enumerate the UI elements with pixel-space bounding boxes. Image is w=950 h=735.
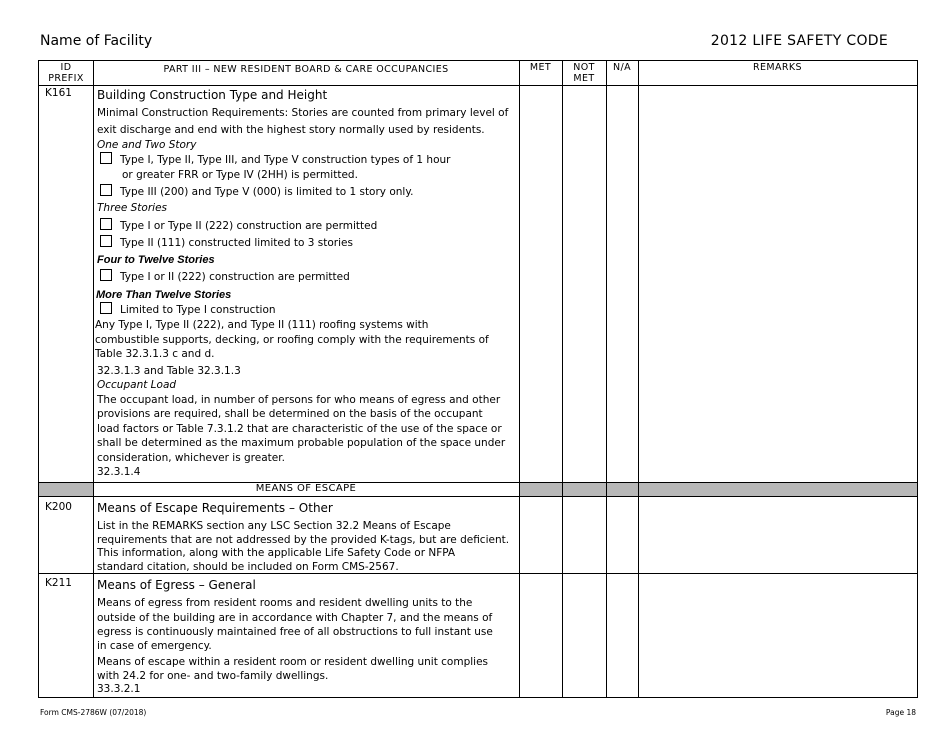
- k161-roof-1: Any Type I, Type II (222), and Type II (111) roofing systems with: [95, 319, 429, 331]
- k161-sub-three: Three Stories: [97, 202, 168, 214]
- checkbox[interactable]: [100, 235, 112, 247]
- col-divider: [519, 61, 520, 697]
- k211-ref: 33.3.2.1: [97, 683, 141, 695]
- k211-line-2: outside of the building are in accordance with Chapter 7, and the means of: [97, 612, 493, 624]
- k161-occ-3: load factors or Table 7.3.1.2 that are characteristic of the use of the space or: [97, 423, 502, 435]
- k161-option-1-cont: or greater FRR or Type IV (2HH) is permitted.: [122, 169, 358, 181]
- code-title: 2012 LIFE SAFETY CODE: [710, 33, 888, 49]
- row-divider: [39, 496, 917, 497]
- col-header-part: PART III – NEW RESIDENT BOARD & CARE OCCUPANCIES: [163, 64, 449, 75]
- col-divider: [606, 61, 607, 697]
- facility-name-label: Name of Facility: [40, 33, 153, 49]
- row-id-k161: K161: [45, 87, 72, 99]
- checklist-table: [38, 60, 918, 698]
- k211-line-5: Means of escape within a resident room or resident dwelling unit complies: [97, 656, 489, 668]
- col-header-not-met: NOT MET: [573, 62, 595, 84]
- k161-ref-1: 32.3.1.3 and Table 32.3.1.3: [97, 365, 241, 377]
- k161-option-4: Type II (111) constructed limited to 3 stories: [100, 235, 353, 251]
- k161-occ-2: provisions are required, shall be determined on the basis of the occupant: [97, 408, 483, 420]
- checkbox[interactable]: [100, 269, 112, 281]
- k161-occ-4: shall be determined as the maximum probable population of the space under: [97, 437, 506, 449]
- col-divider: [562, 61, 563, 697]
- checkbox[interactable]: [100, 218, 112, 230]
- k200-line-4: standard citation, should be included on Form CMS-2567.: [97, 561, 399, 573]
- k161-option-6: Limited to Type I construction: [100, 302, 276, 318]
- k161-occ-1: The occupant load, in number of persons for who means of egress and other: [97, 394, 501, 406]
- section-band-left: [39, 482, 93, 496]
- k211-title: Means of Egress – General: [97, 578, 256, 592]
- k200-line-3: This information, along with the applicable Life Safety Code or NFPA: [97, 547, 456, 559]
- k161-sub-occupant: Occupant Load: [97, 379, 177, 391]
- k161-option-5: Type I or II (222) construction are permitted: [100, 269, 350, 285]
- k211-line-1: Means of egress from resident rooms and resident dwelling units to the: [97, 597, 473, 609]
- k200-line-2: requirements that are not addressed by the provided K-tags, but are deficient.: [97, 534, 510, 546]
- k161-sub-four-twelve: Four to Twelve Stories: [97, 254, 215, 266]
- k161-intro-1: Minimal Construction Requirements: Stories are counted from primary level of: [97, 107, 509, 119]
- k161-occ-5: consideration, whichever is greater.: [97, 452, 285, 464]
- k161-option-1: Type I, Type II, Type III, and Type V construction types of 1 hour: [100, 152, 450, 168]
- col-divider: [93, 61, 94, 697]
- k200-title: Means of Escape Requirements – Other: [97, 501, 333, 515]
- k161-roof-3: Table 32.3.1.3 c and d.: [95, 348, 215, 360]
- k211-line-3: egress is continuously maintained free of all obstructions to full instant use: [97, 626, 493, 638]
- section-band-right: [519, 482, 917, 496]
- k161-title: Building Construction Type and Height: [97, 88, 328, 102]
- page-number: Page 18: [885, 708, 916, 717]
- col-header-id: ID PREFIX: [48, 62, 84, 84]
- k211-line-6: with 24.2 for one- and two-family dwellings.: [97, 670, 329, 682]
- k161-option-2: Type III (200) and Type V (000) is limited to 1 story only.: [100, 184, 413, 200]
- form-number: Form CMS-2786W (07/2018): [40, 708, 147, 717]
- k161-sub-one-two: One and Two Story: [97, 139, 197, 151]
- checkbox[interactable]: [100, 184, 112, 196]
- row-divider: [39, 85, 917, 86]
- checkbox[interactable]: [100, 152, 112, 164]
- k161-ref-2: 32.3.1.4: [97, 466, 141, 478]
- checkbox[interactable]: [100, 302, 112, 314]
- col-header-met: MET: [529, 62, 552, 73]
- row-id-k200: K200: [45, 501, 72, 513]
- col-header-na: N/A: [612, 62, 631, 73]
- k161-option-3: Type I or Type II (222) construction are permitted: [100, 218, 377, 234]
- col-header-remarks: REMARKS: [753, 62, 802, 73]
- col-divider: [638, 61, 639, 697]
- k211-line-4: in case of emergency.: [97, 640, 212, 652]
- k161-roof-2: combustible supports, decking, or roofing comply with the requirements of: [95, 334, 489, 346]
- k161-sub-more-twelve: More Than Twelve Stories: [96, 289, 232, 301]
- section-heading: MEANS OF ESCAPE: [255, 483, 357, 494]
- row-id-k211: K211: [45, 577, 72, 589]
- k161-intro-2: exit discharge and end with the highest story normally used by residents.: [97, 124, 485, 136]
- k200-line-1: List in the REMARKS section any LSC Section 32.2 Means of Escape: [97, 520, 451, 532]
